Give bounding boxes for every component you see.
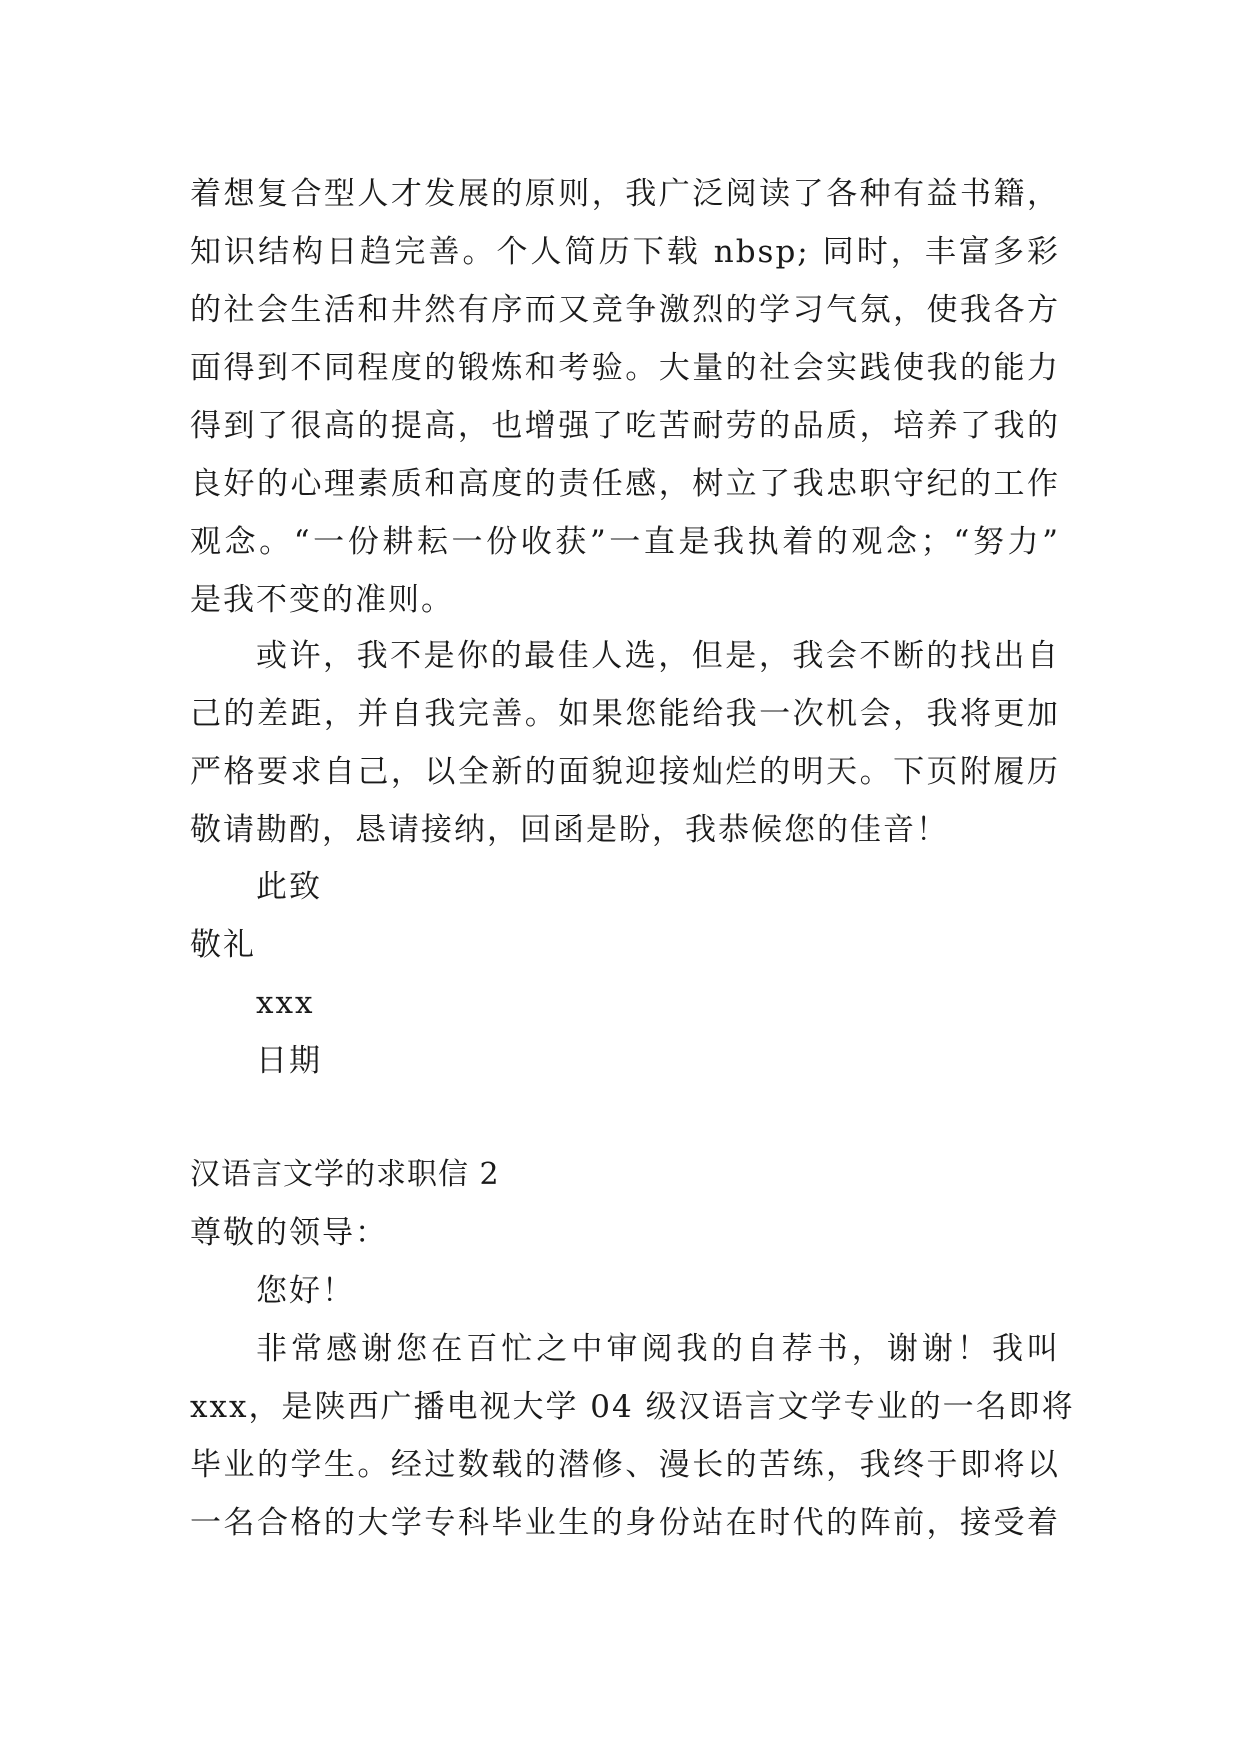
letter-greeting: 尊敬的领导：: [190, 1215, 388, 1251]
closing-salutation: 此致: [256, 869, 322, 905]
paragraph-line: 毕业的学生。经过数载的潜修、漫长的苦练，我终于即将以: [190, 1447, 1060, 1483]
closing-block: [190, 858, 1060, 1090]
paragraph-line: 观念。“一份耕耘一份收获”一直是我执着的观念；“努力”: [190, 524, 1060, 560]
paragraph-line: xxx，是陕西广播电视大学 04 级汉语言文学专业的一名即将: [190, 1389, 1075, 1425]
paragraph-line: 敬请勘酌，恳请接纳，回函是盼，我恭候您的佳音！: [190, 812, 949, 848]
letter-2: [190, 1146, 1075, 1552]
letter-hello: 您好！: [256, 1273, 355, 1309]
closing-regards: 敬礼: [190, 927, 256, 963]
paragraph-line: 得到了很高的提高，也增强了吃苦耐劳的品质，培养了我的: [190, 408, 1060, 444]
section-title: 汉语言文学的求职信 2: [190, 1157, 500, 1192]
paragraph-1: [190, 165, 1060, 629]
paragraph-line: 良好的心理素质和高度的责任感，树立了我忠职守纪的工作: [190, 466, 1060, 502]
paragraph-line: 严格要求自己，以全新的面貌迎接灿烂的明天。下页附履历: [190, 754, 1060, 790]
paragraph-line: 己的差距，并自我完善。如果您能给我一次机会，我将更加: [190, 696, 1060, 732]
sender-name: xxx: [256, 985, 315, 1021]
paragraph-line: 一名合格的大学专科毕业生的身份站在时代的阵前，接受着: [190, 1505, 1060, 1541]
paragraph-line: 面得到不同程度的锻炼和考验。大量的社会实践使我的能力: [190, 350, 1060, 386]
paragraph-line: 是我不变的准则。: [190, 582, 454, 618]
letter-date: 日期: [256, 1043, 322, 1079]
paragraph-2: [190, 627, 1060, 859]
paragraph-line: 知识结构日趋完善。个人简历下载 nbsp; 同时，丰富多彩: [190, 234, 1060, 270]
paragraph-line: 非常感谢您在百忙之中审阅我的自荐书，谢谢！我叫: [256, 1331, 1060, 1367]
paragraph-line: 的社会生活和井然有序而又竞争激烈的学习气氛，使我各方: [190, 292, 1060, 328]
paragraph-line: 着想复合型人才发展的原则，我广泛阅读了各种有益书籍，: [190, 176, 1060, 212]
paragraph-line: 或许，我不是你的最佳人选，但是，我会不断的找出自: [256, 638, 1060, 674]
